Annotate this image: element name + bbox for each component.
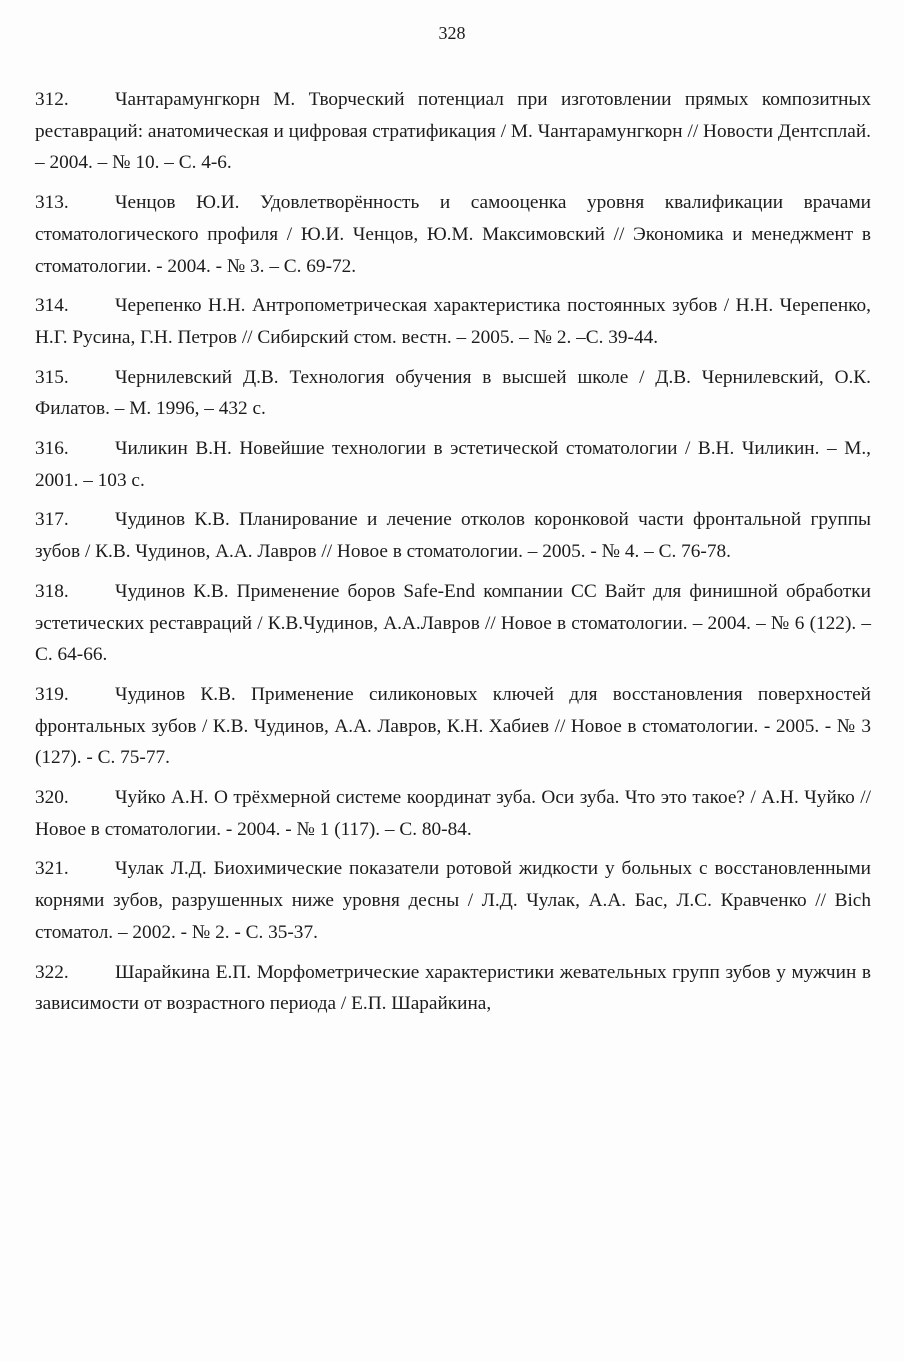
reference-text: Чернилевский Д.В. Технология обучения в высшей школе / Д.В. Чернилевский, О.К. Филатов. – М. 1996, – 432 с. bbox=[35, 366, 871, 420]
reference-number: 316. bbox=[35, 438, 69, 460]
page-number: 328 bbox=[438, 23, 466, 43]
reference-item bbox=[35, 576, 871, 671]
reference-item bbox=[35, 433, 871, 496]
reference-number: 315. bbox=[35, 366, 69, 388]
reference-number: 320. bbox=[35, 787, 69, 809]
reference-text: Черепенко Н.Н. Антропометрическая характеристика постоянных зубов / Н.Н. Черепенко, Н.Г. Русина, Г.Н. Петров // Сибирский стом. вестн. – 2005. – № 2. –С. 39-44. bbox=[35, 295, 871, 348]
reference-number: 319. bbox=[35, 683, 69, 705]
reference-item bbox=[35, 853, 871, 948]
reference-text: Чиликин В.Н. Новейшие технологии в эстетической стоматологии / В.Н. Чиликин. – М., 2001. – 103 с. bbox=[35, 438, 871, 491]
reference-item bbox=[35, 504, 871, 567]
reference-number: 312. bbox=[35, 89, 69, 110]
reference-text: Чантарамунгкорн М. Творческий потенциал при изготовлении прямых композитных реставраций: анатомическая и цифровая стратификация / М. Чантарамунгкорн // Новости Дентсплай. – 2004. – № 10. – С. 4-6. bbox=[35, 89, 871, 174]
reference-number: 321. bbox=[35, 858, 69, 880]
reference-item bbox=[35, 782, 871, 845]
reference-item bbox=[35, 362, 871, 425]
reference-item bbox=[35, 679, 871, 774]
reference-number: 313. bbox=[35, 192, 69, 214]
reference-text: Чудинов К.В. Применение силиконовых ключей для восстановления поверхностей фронтальных зубов / К.В. Чудинов, А.А. Лавров, К.Н. Хабиев // Новое в стоматологии. - 2005. - № 3 (127). - С. 75-77. bbox=[35, 683, 871, 769]
reference-number: 318. bbox=[35, 580, 69, 602]
reference-number: 322. bbox=[35, 961, 69, 983]
reference-text: Чудинов К.В. Планирование и лечение отколов коронковой части фронтальной группы зубов / К.В. Чудинов, А.А. Лавров // Новое в стоматологии. – 2005. - № 4. – С. 76-78. bbox=[35, 509, 871, 563]
reference-number: 317. bbox=[35, 509, 69, 531]
reference-number: 314. bbox=[35, 295, 69, 317]
reference-text: Чудинов К.В. Применение боров Safe-End компании CC Вайт для финишной обработки эстетических реставраций / К.В.Чудинов, А.А.Лавров // Новое в стоматологии. – 2004. – № 6 (122). – С. 64-66. bbox=[35, 580, 871, 666]
reference-text: Шарайкина Е.П. Морфометрические характеристики жевательных групп зубов у мужчин в зависимости от возрастного периода / Е.П. Шарайкина, bbox=[35, 961, 871, 1015]
reference-item bbox=[35, 187, 871, 282]
reference-list bbox=[35, 84, 871, 1028]
reference-text: Ченцов Ю.И. Удовлетворённость и самооценка уровня квалификации врачами стоматологического профиля / Ю.И. Ченцов, Ю.М. Максимовский // Экономика и менеджмент в стоматологии. - 2004. - № 3. – С. 69-72. bbox=[35, 192, 871, 277]
reference-item bbox=[35, 957, 871, 1020]
reference-item bbox=[35, 84, 871, 179]
reference-text: Чулак Л.Д. Биохимические показатели ротовой жидкости у больных с восстановленными корнями зубов, разрушенных ниже уровня десны / Л.Д. Чулак, А.А. Бас, Л.С. Кравченко // Bich стоматол. – 2002. - № 2. - С. 35-37. bbox=[35, 858, 871, 943]
reference-item bbox=[35, 290, 871, 353]
reference-text: Чуйко А.Н. О трёхмерной системе координат зуба. Оси зуба. Что это такое? / А.Н. Чуйко // Новое в стоматологии. - 2004. - № 1 (117). – С. 80-84. bbox=[35, 787, 871, 840]
